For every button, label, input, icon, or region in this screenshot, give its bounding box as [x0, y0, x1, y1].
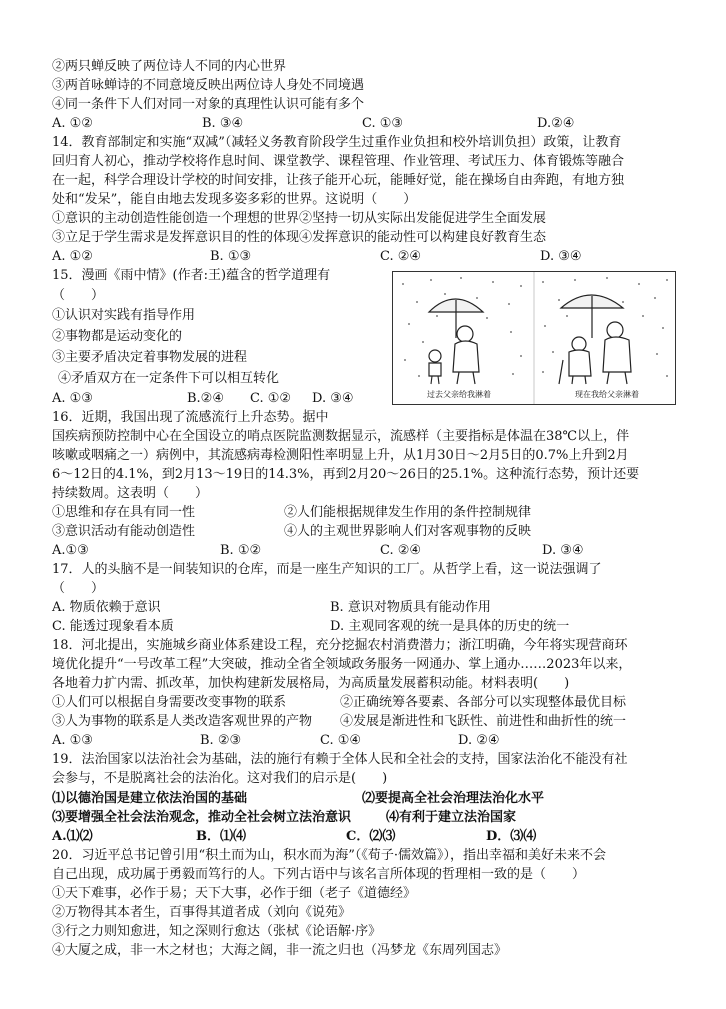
q14-stem-line-2: 回归育人初心，推动学校将作息时间、课堂教学、课程管理、作业管理、考试压力、体育锻炼等融合 [52, 154, 625, 169]
q18-statement-1: ①人们可以根据自身需要改变事物的联系 [52, 695, 287, 710]
q20-statement-1: ①天下难事，必作于易；天下大事，必作于细（老子《道德经》 [52, 886, 417, 901]
q15-stem-line-2: （ ） [52, 288, 105, 303]
q18-statement-2: ②正确统筹各要素、各部分可以实现整体最优目标 [340, 695, 627, 710]
q15-option-c: C. ①② [250, 391, 292, 406]
q17-stem-line-2: （ ） [52, 581, 105, 596]
q13-option-a: A. ①② [52, 116, 93, 131]
q19-stem-line-2: 会参与，不是脱离社会的法治化。这对我们的启示是( ) [52, 771, 388, 786]
q18-option-d: D. ②④ [458, 733, 500, 748]
q13-statement-4: ④同一条件下人们对同一对象的真理性认识可能有多个 [52, 97, 365, 112]
q19-statement-1: ⑴以德治国是建立依法治国的基础 [52, 791, 248, 806]
q15-statement-2: ②事物都是运动变化的 [52, 329, 183, 344]
q16-statement-1: ①思维和存在具有同一性 [52, 505, 196, 520]
q20-statement-3: ③行之力则知愈进，知之深则行愈达（张栻《论语解·序》 [52, 924, 382, 939]
q19-statement-3: ⑶要增强全社会法治观念，推动全社会树立法治意识 [52, 810, 352, 825]
q15-option-a: A. ①③ [52, 391, 93, 406]
q18-statement-3: ③人为事物的联系是人类改造客观世界的产物 [52, 714, 313, 729]
q14-statements-1: ①意识的主动创造性能创造一个理想的世界②坚持一切从实际出发能促进学生全面发展 [52, 211, 547, 226]
q19-option-c: C．⑵⑶ [346, 829, 396, 844]
q15-stem-line-1: 15．漫画《雨中情》(作者:王)蕴含的哲学道理有 [52, 268, 331, 283]
q13-statement-3: ③两首咏蝉诗的不同意境反映出两位诗人身处不同境遇 [52, 78, 365, 93]
rain-scene-drawing [393, 272, 675, 404]
q19-statement-4: ⑷有利于建立法治国家 [386, 810, 517, 825]
q15-statement-4: ④矛盾双方在一定条件下可以相互转化 [58, 371, 280, 386]
q14-stem-line-4: 处和“发呆”，能自由地去发现多姿多彩的世界。这说明（ ） [52, 192, 417, 207]
q16-stem-line-1: 16．近期，我国出现了流感流行上升态势。据中 [52, 410, 329, 425]
q18-stem-line-3: 各地着力扩内需、抓改革，加快构建新发展格局，为高质量发展蓄积动能。材料表明( ) [52, 676, 570, 691]
q18-stem-line-1: 18．河北提出，实施城乡商业体系建设工程，充分挖掘农村消费潜力；浙江明确，今年将实现营商环 [52, 638, 628, 653]
q16-stem-line-5: 持续数周。这表明（ ） [52, 486, 209, 501]
q16-statement-2: ②人们能根据规律发生作用的条件控制规律 [284, 505, 532, 520]
q16-option-a: A.①③ [52, 543, 89, 558]
q14-option-a: A. ①② [52, 249, 93, 264]
q20-statement-2: ②万物得其本者生，百事得其道者成（刘向《说苑》 [52, 905, 352, 920]
q17-option-d: D. 主观同客观的统一是具体的历史的统一 [330, 619, 570, 634]
cartoon-caption-left: 过去父亲给我淋着 [427, 390, 491, 399]
q19-statement-2: ⑵要提高全社会治理法治化水平 [362, 791, 545, 806]
q16-statement-4: ④人的主观世界影响人们对客观事物的反映 [284, 524, 532, 539]
q18-stem-line-2: 境优化提升“一号改革工程”大突破，推动全省全领域政务服务一网通办、掌上通办……2023年以来， [52, 657, 632, 672]
q16-stem-line-3: 咳嗽或咽痛之一）病例中，其流感病毒检测阳性率明显上升，从1月30日～2月5日的0.7%上升到2月 [52, 448, 629, 463]
cartoon-caption-right: 现在我给父亲淋着 [575, 390, 639, 399]
q16-option-d: D. ③④ [542, 543, 584, 558]
q18-option-b: B. ②③ [200, 733, 242, 748]
rain-cartoon-illustration [392, 271, 676, 405]
q13-option-c: C. ①③ [362, 116, 404, 131]
q18-option-a: A. ①③ [52, 733, 93, 748]
q18-statement-4: ④发展是渐进性和飞跃性、前进性和曲折性的统一 [340, 714, 627, 729]
q16-stem-line-2: 国疾病预防控制中心在全国设立的哨点医院监测数据显示，流感样（主要指标是体温在38℃以上，伴 [52, 429, 630, 444]
q17-option-b: B. 意识对物质具有能动作用 [330, 600, 491, 615]
q15-option-b: B.②④ [187, 391, 224, 406]
q19-option-b: B．⑴⑷ [196, 829, 246, 844]
q20-stem-line-2: 自己出现，成功属于勇毅而笃行的人。下列古语中与该名言所体现的哲理相一致的是（ ） [52, 867, 586, 882]
q14-statements-2: ③立足于学生需求是发挥意识目的性的体现④发挥意识的能动性可以构建良好教育生态 [52, 230, 547, 245]
q17-stem-line-1: 17．人的头脑不是一间装知识的仓库，而是一座生产知识的工厂。从哲学上看，这一说法强调了 [52, 562, 602, 577]
q14-option-c: C. ②④ [380, 249, 422, 264]
q14-option-d: D. ③④ [540, 249, 582, 264]
q13-option-d: D.②④ [537, 116, 575, 131]
q15-statement-3: ③主要矛盾决定着事物发展的进程 [52, 350, 248, 365]
q16-statement-3: ③意识活动有能动创造性 [52, 524, 196, 539]
q19-option-a: A.⑴⑵ [52, 829, 93, 844]
q16-stem-line-4: 6～12日的4.1%，到2月13～19日的14.3%，再到2月20～26日的25.1%。这种流行态势，预计还要 [52, 467, 640, 482]
q20-stem-line-1: 20．习近平总书记曾引用“积土而为山，积水而为海”（《荀子·儒效篇》），指出幸福和美好未来不会 [52, 848, 606, 863]
q19-option-d: D．⑶⑷ [486, 829, 537, 844]
q15-statement-1: ①认识对实践有指导作用 [52, 308, 196, 323]
q16-option-c: C. ②④ [380, 543, 422, 558]
q13-statement-2: ②两只蝉反映了两位诗人不同的内心世界 [52, 59, 287, 74]
q14-stem-line-1: 14．教育部制定和实施“双减”（减轻义务教育阶段学生过重作业负担和校外培训负担）政策，让教育 [52, 135, 622, 150]
q14-stem-line-3: 在一起，科学合理设计学校的时间安排，让孩子能开心玩，能睡好觉，能在操场自由奔跑，有地方独 [52, 173, 625, 188]
q18-option-c: C. ①④ [320, 733, 362, 748]
q13-option-b: B. ③④ [202, 116, 244, 131]
q17-option-c: C. 能透过现象看本质 [52, 619, 174, 634]
q20-statement-4: ④大厦之成，非一木之材也；大海之阔，非一流之归也（冯梦龙《东周列国志》 [52, 943, 508, 958]
q15-option-d: D. ③④ [312, 391, 354, 406]
q16-option-b: B. ①② [220, 543, 262, 558]
q17-option-a: A. 物质依赖于意识 [52, 600, 161, 615]
q14-option-b: B. ①③ [210, 249, 252, 264]
q19-stem-line-1: 19．法治国家以法治社会为基础，法的施行有赖于全体人民和全社会的支持，国家法治化不能没有社 [52, 752, 628, 767]
